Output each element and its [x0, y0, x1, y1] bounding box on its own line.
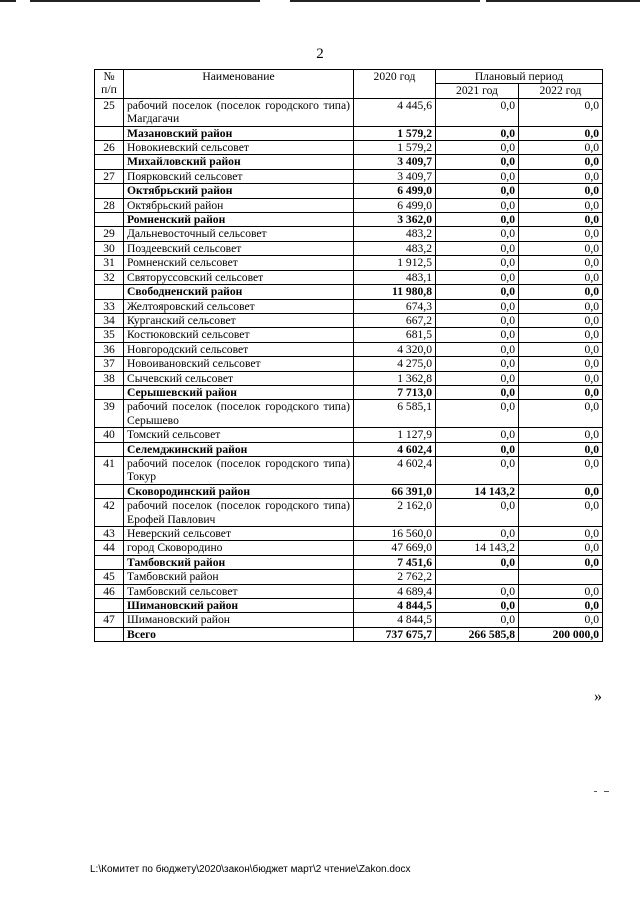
row-number-cell: 45: [95, 570, 124, 584]
row-value-2022-cell: 0,0: [519, 169, 603, 183]
row-value-2020-cell: 4 844,5: [354, 599, 436, 613]
row-name-cell: Михайловский район: [124, 155, 354, 169]
row-value-2021-cell: 0,0: [436, 169, 519, 183]
row-value-2022-cell: 0,0: [519, 198, 603, 212]
row-value-2021-cell: 0,0: [436, 527, 519, 541]
row-number-cell: [95, 155, 124, 169]
row-name-cell: Октябрьский район: [124, 198, 354, 212]
row-number-cell: 33: [95, 299, 124, 313]
row-value-2022-cell: 0,0: [519, 184, 603, 198]
row-value-2022-cell: 0,0: [519, 555, 603, 569]
row-number-cell: 38: [95, 371, 124, 385]
header-num: № п/п: [95, 70, 124, 99]
table-row: [95, 527, 603, 541]
row-value-2020-cell: 6 585,1: [354, 400, 436, 428]
row-name-cell: Сычевский сельсовет: [124, 371, 354, 385]
row-number-cell: 36: [95, 342, 124, 356]
row-number-cell: 43: [95, 527, 124, 541]
row-value-2020-cell: 6 499,0: [354, 184, 436, 198]
row-value-2020-cell: 1 127,9: [354, 428, 436, 442]
row-value-2020-cell: 11 980,8: [354, 285, 436, 299]
row-value-2022-cell: 0,0: [519, 456, 603, 484]
row-number-cell: [95, 599, 124, 613]
row-value-2022-cell: 0,0: [519, 155, 603, 169]
row-value-2021-cell: 0,0: [436, 456, 519, 484]
table-row-district-total: [95, 385, 603, 399]
table-row: [95, 169, 603, 183]
row-value-2022-cell: 0,0: [519, 241, 603, 255]
row-name-cell: Костюковский сельсовет: [124, 328, 354, 342]
row-value-2020-cell: 681,5: [354, 328, 436, 342]
row-value-2020-cell: 3 409,7: [354, 155, 436, 169]
table-row: [95, 400, 603, 428]
row-value-2020-cell: 483,1: [354, 270, 436, 284]
row-value-2021-cell: 0,0: [436, 98, 519, 126]
row-number-cell: 41: [95, 456, 124, 484]
row-value-2022-cell: 0,0: [519, 613, 603, 627]
row-value-2022-cell: 0,0: [519, 371, 603, 385]
row-value-2022-cell: 0,0: [519, 499, 603, 527]
row-value-2022-cell: [519, 570, 603, 584]
row-name-cell: Шимановский район: [124, 613, 354, 627]
row-value-2021-cell: 0,0: [436, 428, 519, 442]
row-name-cell: Дальневосточный сельсовет: [124, 227, 354, 241]
row-name-cell: рабочий поселок (поселок городского типа) Магдагачи: [124, 98, 354, 126]
header-2021: 2021 год: [436, 84, 519, 98]
row-name-cell: Тамбовский сельсовет: [124, 584, 354, 598]
row-name-cell: рабочий поселок (поселок городского типа) Серышево: [124, 400, 354, 428]
scan-speck: [594, 791, 597, 792]
table-row: [95, 198, 603, 212]
row-name-cell: Шимановский район: [124, 599, 354, 613]
table-row: [95, 428, 603, 442]
row-name-cell: Ромненский район: [124, 213, 354, 227]
row-name-cell: Сковородинский район: [124, 484, 354, 498]
row-value-2021-cell: 0,0: [436, 285, 519, 299]
row-name-cell: город Сковородино: [124, 541, 354, 555]
row-number-cell: 46: [95, 584, 124, 598]
table-row: [95, 357, 603, 371]
row-value-2020-cell: 7 713,0: [354, 385, 436, 399]
row-value-2021-cell: 0,0: [436, 357, 519, 371]
row-value-2022-cell: 0,0: [519, 98, 603, 126]
row-value-2022-cell: 0,0: [519, 313, 603, 327]
row-number-cell: 26: [95, 141, 124, 155]
table-row: [95, 613, 603, 627]
row-name-cell: Серышевский район: [124, 385, 354, 399]
table-header-row: [95, 70, 603, 84]
row-value-2022-cell: 0,0: [519, 328, 603, 342]
table-row-district-total: [95, 555, 603, 569]
row-value-2022-cell: 0,0: [519, 270, 603, 284]
row-name-cell: Тамбовский район: [124, 555, 354, 569]
row-value-2022-cell: 0,0: [519, 442, 603, 456]
row-value-2022-cell: 0,0: [519, 584, 603, 598]
row-value-2020-cell: 47 669,0: [354, 541, 436, 555]
row-value-2020-cell: 1 579,2: [354, 126, 436, 140]
row-number-cell: 44: [95, 541, 124, 555]
row-name-cell: Селемджинский район: [124, 442, 354, 456]
row-name-cell: Новокиевский сельсовет: [124, 141, 354, 155]
row-name-cell: Неверский сельсовет: [124, 527, 354, 541]
row-value-2022-cell: 0,0: [519, 599, 603, 613]
row-number-cell: [95, 184, 124, 198]
table-row-district-total: [95, 627, 603, 641]
header-2022: 2022 год: [519, 84, 603, 98]
row-number-cell: 47: [95, 613, 124, 627]
row-name-cell: Тамбовский район: [124, 570, 354, 584]
table-row: [95, 584, 603, 598]
row-value-2020-cell: 4 689,4: [354, 584, 436, 598]
row-name-cell: Курганский сельсовет: [124, 313, 354, 327]
row-value-2022-cell: 0,0: [519, 342, 603, 356]
row-value-2020-cell: 2 162,0: [354, 499, 436, 527]
row-value-2020-cell: 3 409,7: [354, 169, 436, 183]
row-value-2022-cell: 0,0: [519, 527, 603, 541]
table-row-district-total: [95, 285, 603, 299]
row-value-2021-cell: 0,0: [436, 198, 519, 212]
row-value-2021-cell: 0,0: [436, 328, 519, 342]
row-name-cell: Ромненский сельсовет: [124, 256, 354, 270]
row-value-2022-cell: 0,0: [519, 213, 603, 227]
footer-file-path: L:\Комитет по бюджету\2020\закон\бюджет март\2 чтение\Zakon.docx: [90, 864, 411, 875]
row-number-cell: 42: [95, 499, 124, 527]
row-value-2021-cell: 0,0: [436, 227, 519, 241]
row-value-2020-cell: 674,3: [354, 299, 436, 313]
table-row: [95, 371, 603, 385]
row-number-cell: [95, 442, 124, 456]
row-value-2020-cell: 66 391,0: [354, 484, 436, 498]
row-value-2021-cell: 0,0: [436, 400, 519, 428]
row-value-2020-cell: 1 579,2: [354, 141, 436, 155]
row-value-2020-cell: 3 362,0: [354, 213, 436, 227]
row-name-cell: Октябрьский район: [124, 184, 354, 198]
row-value-2020-cell: 737 675,7: [354, 627, 436, 641]
row-number-cell: 27: [95, 169, 124, 183]
row-value-2021-cell: 0,0: [436, 584, 519, 598]
row-value-2022-cell: 0,0: [519, 385, 603, 399]
row-value-2022-cell: 0,0: [519, 400, 603, 428]
row-value-2022-cell: 0,0: [519, 541, 603, 555]
row-number-cell: 29: [95, 227, 124, 241]
row-value-2020-cell: 4 275,0: [354, 357, 436, 371]
row-number-cell: 31: [95, 256, 124, 270]
row-name-cell: Свободненский район: [124, 285, 354, 299]
row-number-cell: [95, 385, 124, 399]
row-value-2020-cell: 483,2: [354, 227, 436, 241]
row-name-cell: Томский сельсовет: [124, 428, 354, 442]
row-value-2022-cell: 0,0: [519, 428, 603, 442]
header-name: Наименование: [124, 70, 354, 99]
row-number-cell: 34: [95, 313, 124, 327]
table-body: [95, 98, 603, 641]
row-name-cell: рабочий поселок (поселок городского типа) Токур: [124, 456, 354, 484]
table-row-district-total: [95, 155, 603, 169]
row-name-cell: Поярковский сельсовет: [124, 169, 354, 183]
row-name-cell: Святоруссовский сельсовет: [124, 270, 354, 284]
table-row-district-total: [95, 484, 603, 498]
row-value-2020-cell: 4 320,0: [354, 342, 436, 356]
row-value-2021-cell: 0,0: [436, 213, 519, 227]
table-row: [95, 313, 603, 327]
table-row: [95, 342, 603, 356]
row-number-cell: 37: [95, 357, 124, 371]
row-number-cell: [95, 213, 124, 227]
row-value-2021-cell: 0,0: [436, 371, 519, 385]
scan-speck: [604, 791, 609, 792]
row-name-cell: Мазановский район: [124, 126, 354, 140]
row-value-2021-cell: 0,0: [436, 499, 519, 527]
row-value-2021-cell: 0,0: [436, 184, 519, 198]
row-name-cell: рабочий поселок (поселок городского типа) Ерофей Павлович: [124, 499, 354, 527]
row-value-2020-cell: 4 844,5: [354, 613, 436, 627]
row-value-2020-cell: 16 560,0: [354, 527, 436, 541]
row-value-2020-cell: 1 912,5: [354, 256, 436, 270]
row-value-2022-cell: 0,0: [519, 141, 603, 155]
row-value-2021-cell: 0,0: [436, 299, 519, 313]
row-value-2022-cell: 200 000,0: [519, 627, 603, 641]
row-value-2021-cell: 0,0: [436, 141, 519, 155]
row-name-cell: Поздеевский сельсовет: [124, 241, 354, 255]
row-value-2021-cell: 0,0: [436, 555, 519, 569]
row-value-2021-cell: 0,0: [436, 270, 519, 284]
table-row: [95, 227, 603, 241]
row-number-cell: 32: [95, 270, 124, 284]
table-row: [95, 270, 603, 284]
budget-table: [94, 69, 603, 642]
table-row: [95, 541, 603, 555]
row-number-cell: [95, 484, 124, 498]
table-row: [95, 256, 603, 270]
row-value-2020-cell: 1 362,8: [354, 371, 436, 385]
row-number-cell: 30: [95, 241, 124, 255]
row-value-2021-cell: 0,0: [436, 342, 519, 356]
row-value-2021-cell: 0,0: [436, 241, 519, 255]
row-value-2022-cell: 0,0: [519, 484, 603, 498]
row-value-2020-cell: 483,2: [354, 241, 436, 255]
row-number-cell: 35: [95, 328, 124, 342]
table-row: [95, 299, 603, 313]
row-value-2022-cell: 0,0: [519, 227, 603, 241]
row-value-2021-cell: 14 143,2: [436, 484, 519, 498]
table-row: [95, 141, 603, 155]
row-number-cell: 25: [95, 98, 124, 126]
table-row: [95, 98, 603, 126]
row-value-2021-cell: 0,0: [436, 155, 519, 169]
row-value-2022-cell: 0,0: [519, 126, 603, 140]
row-value-2020-cell: 667,2: [354, 313, 436, 327]
row-value-2020-cell: 7 451,6: [354, 555, 436, 569]
row-value-2021-cell: 0,0: [436, 599, 519, 613]
row-name-cell: Новгородский сельсовет: [124, 342, 354, 356]
row-number-cell: [95, 285, 124, 299]
row-value-2021-cell: 0,0: [436, 313, 519, 327]
header-plan-period: Плановый период: [436, 70, 603, 84]
page-number: 2: [316, 46, 324, 62]
table-row-district-total: [95, 599, 603, 613]
scan-edge-line: [0, 0, 640, 2]
header-2020: 2020 год: [354, 70, 436, 99]
row-value-2021-cell: 266 585,8: [436, 627, 519, 641]
table-row-district-total: [95, 126, 603, 140]
row-number-cell: 28: [95, 198, 124, 212]
row-value-2021-cell: 0,0: [436, 256, 519, 270]
row-number-cell: 39: [95, 400, 124, 428]
row-name-cell: Новоивановский сельсовет: [124, 357, 354, 371]
row-number-cell: [95, 126, 124, 140]
row-value-2021-cell: 0,0: [436, 385, 519, 399]
closing-quote-mark: »: [594, 688, 602, 705]
row-value-2020-cell: 4 445,6: [354, 98, 436, 126]
row-number-cell: [95, 555, 124, 569]
row-number-cell: 40: [95, 428, 124, 442]
row-value-2021-cell: 0,0: [436, 613, 519, 627]
row-value-2020-cell: 2 762,2: [354, 570, 436, 584]
row-value-2022-cell: 0,0: [519, 357, 603, 371]
row-value-2022-cell: 0,0: [519, 299, 603, 313]
table-row: [95, 570, 603, 584]
row-name-cell: Всего: [124, 627, 354, 641]
row-value-2021-cell: 0,0: [436, 442, 519, 456]
table-row: [95, 241, 603, 255]
row-value-2021-cell: [436, 570, 519, 584]
row-value-2020-cell: 6 499,0: [354, 198, 436, 212]
table-row: [95, 456, 603, 484]
row-value-2020-cell: 4 602,4: [354, 456, 436, 484]
row-number-cell: [95, 627, 124, 641]
table-row: [95, 499, 603, 527]
row-value-2020-cell: 4 602,4: [354, 442, 436, 456]
row-value-2021-cell: 14 143,2: [436, 541, 519, 555]
row-value-2021-cell: 0,0: [436, 126, 519, 140]
row-value-2022-cell: 0,0: [519, 256, 603, 270]
table-row-district-total: [95, 213, 603, 227]
table-row-district-total: [95, 184, 603, 198]
row-name-cell: Желтояровский сельсовет: [124, 299, 354, 313]
table-row: [95, 328, 603, 342]
table-row-district-total: [95, 442, 603, 456]
row-value-2022-cell: 0,0: [519, 285, 603, 299]
